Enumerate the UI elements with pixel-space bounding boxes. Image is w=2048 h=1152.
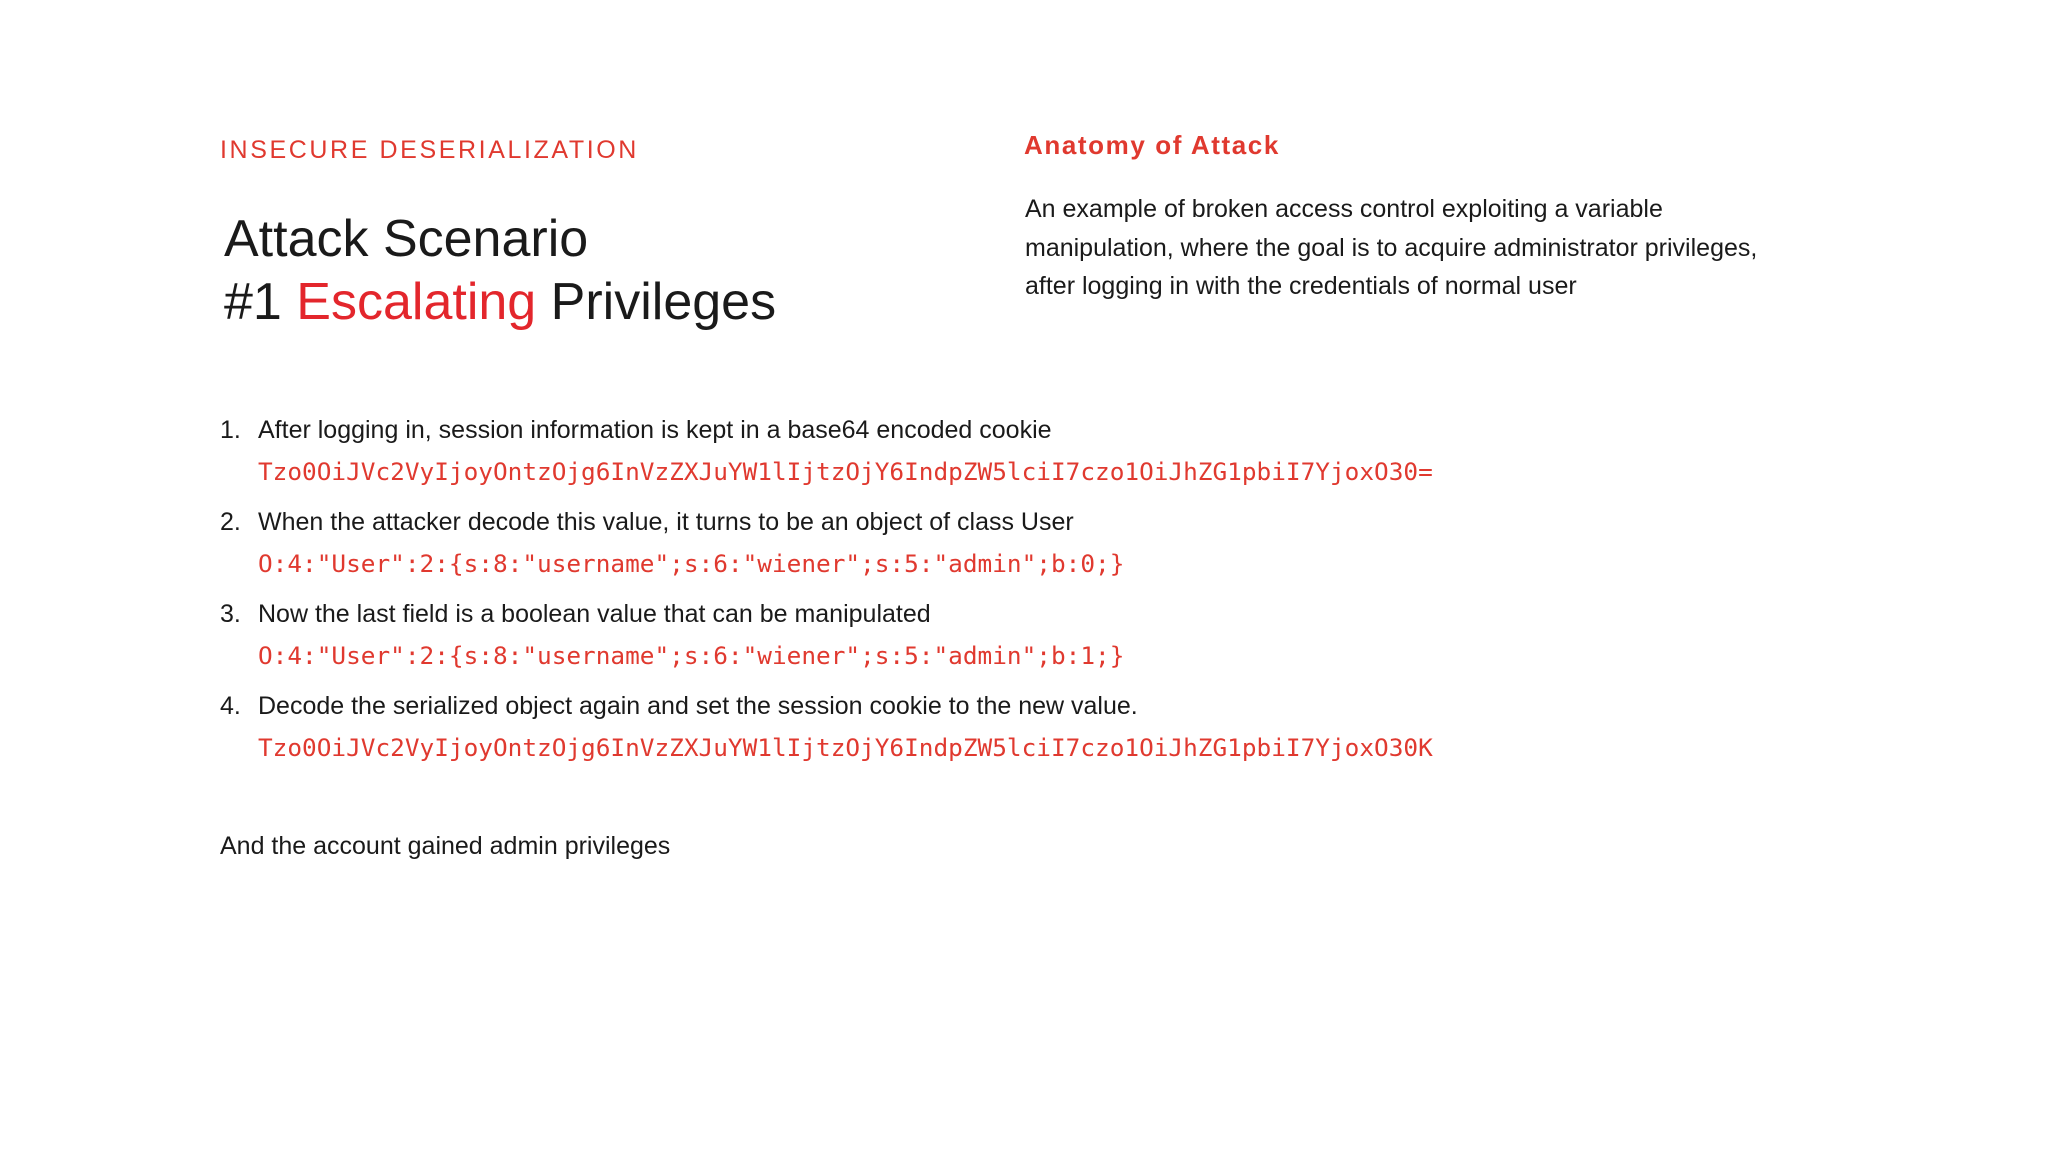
step-2 — [220, 502, 1458, 594]
section-eyebrow: INSECURE DESERIALIZATION — [220, 136, 639, 164]
anatomy-heading: Anatomy of Attack — [1024, 130, 1280, 160]
step-4 — [220, 686, 1458, 778]
title-suffix: Privileges — [550, 273, 777, 331]
slide-title — [224, 208, 776, 334]
step-number: 1. — [220, 416, 241, 444]
step-number: 3. — [220, 600, 241, 628]
title-line-1: Attack Scenario — [224, 210, 589, 268]
step-code: O:4:"User":2:{s:8:"username";s:6:"wiener";s:5:"admin";b:0;} — [258, 549, 1125, 578]
step-code: Tzo0OiJVc2VyIjoyOntzOjg6InVzZXJuYW1lIjtzOjY6IndpZW5lciI7czo1OiJhZG1pbiI7YjoxO30= — [258, 457, 1433, 486]
step-3 — [220, 594, 1458, 686]
step-code: O:4:"User":2:{s:8:"username";s:6:"wiener";s:5:"admin";b:1;} — [258, 641, 1125, 670]
step-code: Tzo0OiJVc2VyIjoyOntzOjg6InVzZXJuYW1lIjtzOjY6IndpZW5lciI7czo1OiJhZG1pbiI7YjoxO30K — [258, 733, 1433, 762]
step-number: 2. — [220, 508, 241, 536]
attack-steps-list — [220, 410, 1458, 778]
step-1 — [220, 410, 1458, 502]
step-text: Decode the serialized object again and set the session cookie to the new value. — [258, 692, 1138, 720]
step-text: When the attacker decode this value, it turns to be an object of class User — [258, 508, 1074, 536]
step-text: After logging in, session information is kept in a base64 encoded cookie — [258, 416, 1052, 444]
step-number: 4. — [220, 692, 241, 720]
title-accent-word: Escalating — [296, 273, 537, 331]
conclusion-text: And the account gained admin privileges — [220, 832, 671, 860]
step-text: Now the last field is a boolean value that can be manipulated — [258, 600, 931, 628]
title-number: #1 — [224, 273, 282, 331]
anatomy-description: An example of broken access control exploiting a variable manipulation, where the goal is to acquire administrator privileges, after logging in with the credentials of normal user — [1025, 195, 1758, 300]
title-line-2 — [224, 271, 776, 334]
